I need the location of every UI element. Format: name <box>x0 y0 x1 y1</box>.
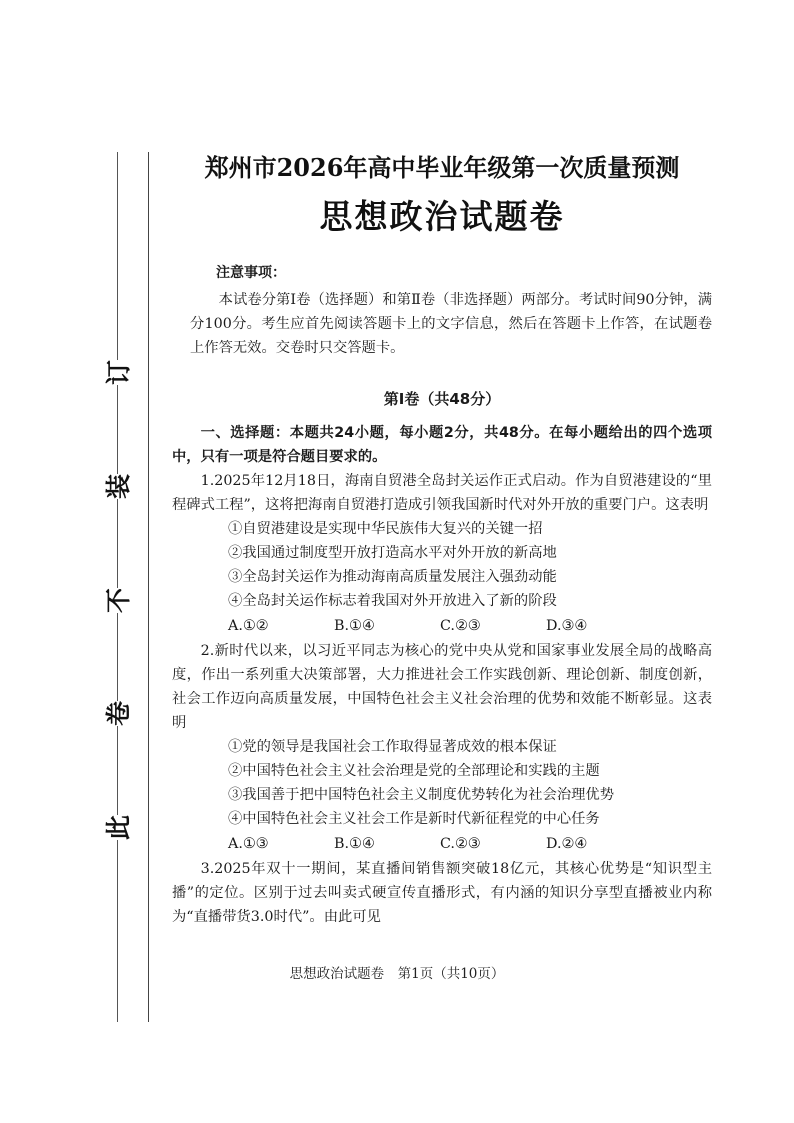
choice-d: D.②④ <box>546 836 588 852</box>
choice-b: B.①④ <box>334 836 375 852</box>
section-instruction: 一、选择题：本题共24小题，每小题2分，共48分。在每小题给出的四个选项中，只有一项是符合题目要求的。 <box>172 425 712 465</box>
binding-char: 装 <box>104 473 134 499</box>
question-3 <box>172 857 712 929</box>
exam-name: 郑州市2026年高中毕业年级第一次质量预测 <box>204 153 680 182</box>
choice-c: C.②③ <box>440 618 481 634</box>
answer-choices <box>172 613 712 639</box>
question-stem: 2.新时代以来，以习近平同志为核心的党中央从党和国家事业发展全局的战略高度，作出一系列重大决策部署，大力推进社会工作实践创新、理论创新、制度创新，社会工作迈向高质量发展，中国特色社会主义社会治理的优势和效能不断彰显。这表明 <box>172 643 712 731</box>
binding-margin-note <box>99 360 139 840</box>
question-1 <box>172 469 712 639</box>
question-option: ③我国善于把中国特色社会主义制度优势转化为社会治理优势 <box>228 787 615 803</box>
answer-choices <box>172 831 712 857</box>
choice-d: D.③④ <box>546 618 588 634</box>
exam-page <box>172 140 712 929</box>
question-option: ①党的领导是我国社会工作取得显著成效的根本保证 <box>228 739 557 755</box>
notice-title: 注意事项： <box>216 265 286 281</box>
choice-c: C.②③ <box>440 836 481 852</box>
binding-char: 此 <box>104 814 134 841</box>
choice-a: A.①② <box>228 618 269 634</box>
binding-char: 卷 <box>104 701 134 727</box>
question-stem: 1.2025年12月18日，海南自贸港全岛封关运作正式启动。作为自贸港建设的“里程碑式工程”，这将把海南自贸港打造成引领我国新时代对外开放的重要门户。这表明 <box>172 473 712 513</box>
question-2 <box>172 639 712 857</box>
question-option: ②中国特色社会主义社会治理是党的全部理论和实践的主题 <box>228 763 600 779</box>
subject-title: 思想政治试题卷 <box>319 197 565 236</box>
question-stem: 3.2025年双十一期间，某直播间销售额突破18亿元，其核心优势是“知识型主播”的定位。区别于过去叫卖式硬宣传直播形式，有内涵的知识分享型直播被业内称为“直播带货3.0时代”。由此可见 <box>172 861 712 925</box>
question-option: ④全岛封关运作标志着我国对外开放进入了新的阶段 <box>228 593 557 609</box>
binding-char: 订 <box>104 359 134 386</box>
section-title: 第Ⅰ卷（共48分） <box>383 390 501 408</box>
question-option: ②我国通过制度型开放打造高水平对外开放的新高地 <box>228 545 557 561</box>
choice-b: B.①④ <box>334 618 375 634</box>
notice-body: 本试卷分第Ⅰ卷（选择题）和第Ⅱ卷（非选择题）两部分。考试时间90分钟，满分100分。考生应首先阅读答题卡上的文字信息，然后在答题卡上作答，在试题卷上作答无效。交卷时只交答题卡。 <box>190 292 712 356</box>
question-option: ③全岛封关运作为推动海南高质量发展注入强劲动能 <box>228 569 557 585</box>
choice-a: A.①③ <box>228 836 269 852</box>
page-footer: 思想政治试题卷 第1页（共10页） <box>289 966 505 982</box>
question-option: ①自贸港建设是实现中华民族伟大复兴的关键一招 <box>228 521 543 537</box>
question-option: ④中国特色社会主义社会工作是新时代新征程党的中心任务 <box>228 811 600 827</box>
binding-char: 不 <box>104 587 134 613</box>
binding-line-inner <box>148 152 149 1022</box>
